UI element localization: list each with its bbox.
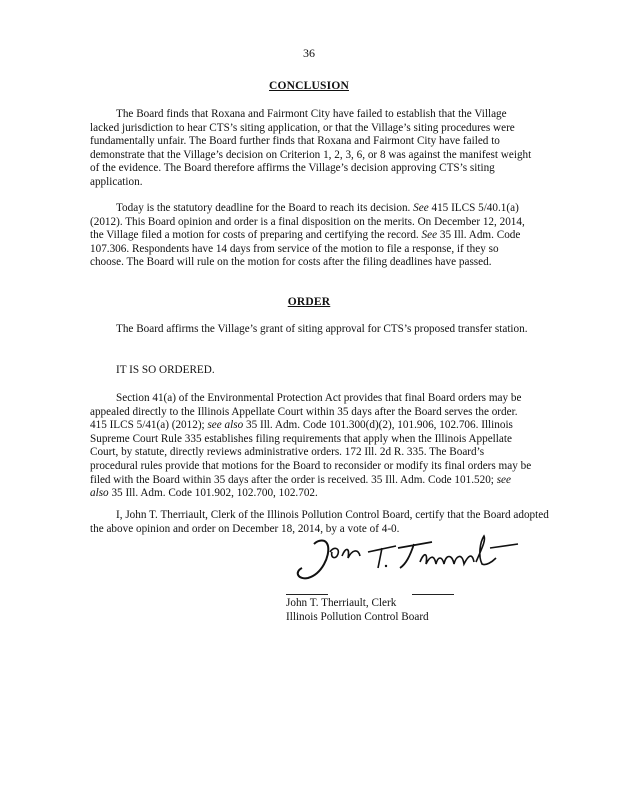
signature-line-right bbox=[412, 594, 454, 595]
text-span: 35 Ill. Adm. Code 107.306. Respondents have 14 days from service of the motion to file a response, if they so choose. The Board will rule on the motion for costs after the filing deadlines have passed. bbox=[90, 229, 521, 269]
order-paragraph-2: IT IS SO ORDERED. bbox=[116, 364, 215, 376]
handwritten-signature bbox=[286, 522, 526, 582]
citation-signal: See bbox=[413, 202, 429, 214]
text-span: 35 Ill. Adm. Code 101.902, 102.700, 102.702. bbox=[108, 487, 318, 500]
citation-signal: see also bbox=[90, 473, 511, 500]
certification-paragraph: I, John T. Therriault, Clerk of the Illinois Pollution Control Board, certify that the Board adopted the above opinion and order on December 18, 2014, by a vote of 4-0. bbox=[90, 509, 549, 535]
order-paragraph-3 bbox=[90, 392, 532, 501]
page-number: 36 bbox=[303, 46, 315, 60]
order-heading: ORDER bbox=[287, 296, 331, 308]
text-span: 35 Ill. Adm. Code 101.300(d)(2), 101.906, 102.706. Illinois Supreme Court Rule 335 establishes filing requirements that apply when the Illinois Appellate Court, by statute, directly reviews administrative orders. 172 Ill. 2d R. 335. The Board’s procedural rules provide that motions for the Board to reconsider or modify its final orders may be filed with the Board within 35 days after the order is received. 35 Ill. Adm. Code 101.520; bbox=[90, 419, 532, 486]
signature-line-left bbox=[286, 594, 328, 595]
text-span: Section 41(a) of the Environmental Protection Act provides that final Board orders may be appealed directly to the Illinois Appellate Court within 35 days after the Board serves the order. 415 ILCS 5/41(a) (2012); bbox=[90, 392, 522, 432]
conclusion-paragraph-1: The Board finds that Roxana and Fairmont City have failed to establish that the Village lacked jurisdiction to hear CTS’s siting application, or that the Village’s siting procedures were fundamentally unfair. The Board further finds that Roxana and Fairmont City have failed to demonstrate that the Village’s decision on Criterion 1, 2, 3, 6, or 8 was against the manifest weight of the evidence. The Board therefore affirms the Village’s decision approving CTS’s siting application. bbox=[90, 108, 532, 188]
order-paragraph-1: The Board affirms the Village’s grant of siting approval for CTS’s proposed transfer station. bbox=[116, 323, 528, 335]
text-span: Today is the statutory deadline for the Board to reach its decision. bbox=[116, 202, 414, 214]
clerk-organization: Illinois Pollution Control Board bbox=[286, 611, 429, 623]
conclusion-heading: CONCLUSION bbox=[269, 80, 349, 92]
citation-signal: See bbox=[421, 229, 438, 242]
clerk-name: John T. Therriault, Clerk bbox=[286, 597, 397, 609]
citation-signal: see also bbox=[207, 419, 244, 432]
text-span: 415 ILCS 5/40.1(a) (2012). This Board opinion and order is a final disposition on the merits. On December 12, 2014, the Village filed a motion for costs of preparing and certifying the record. bbox=[90, 202, 525, 242]
conclusion-paragraph-2 bbox=[90, 202, 532, 270]
